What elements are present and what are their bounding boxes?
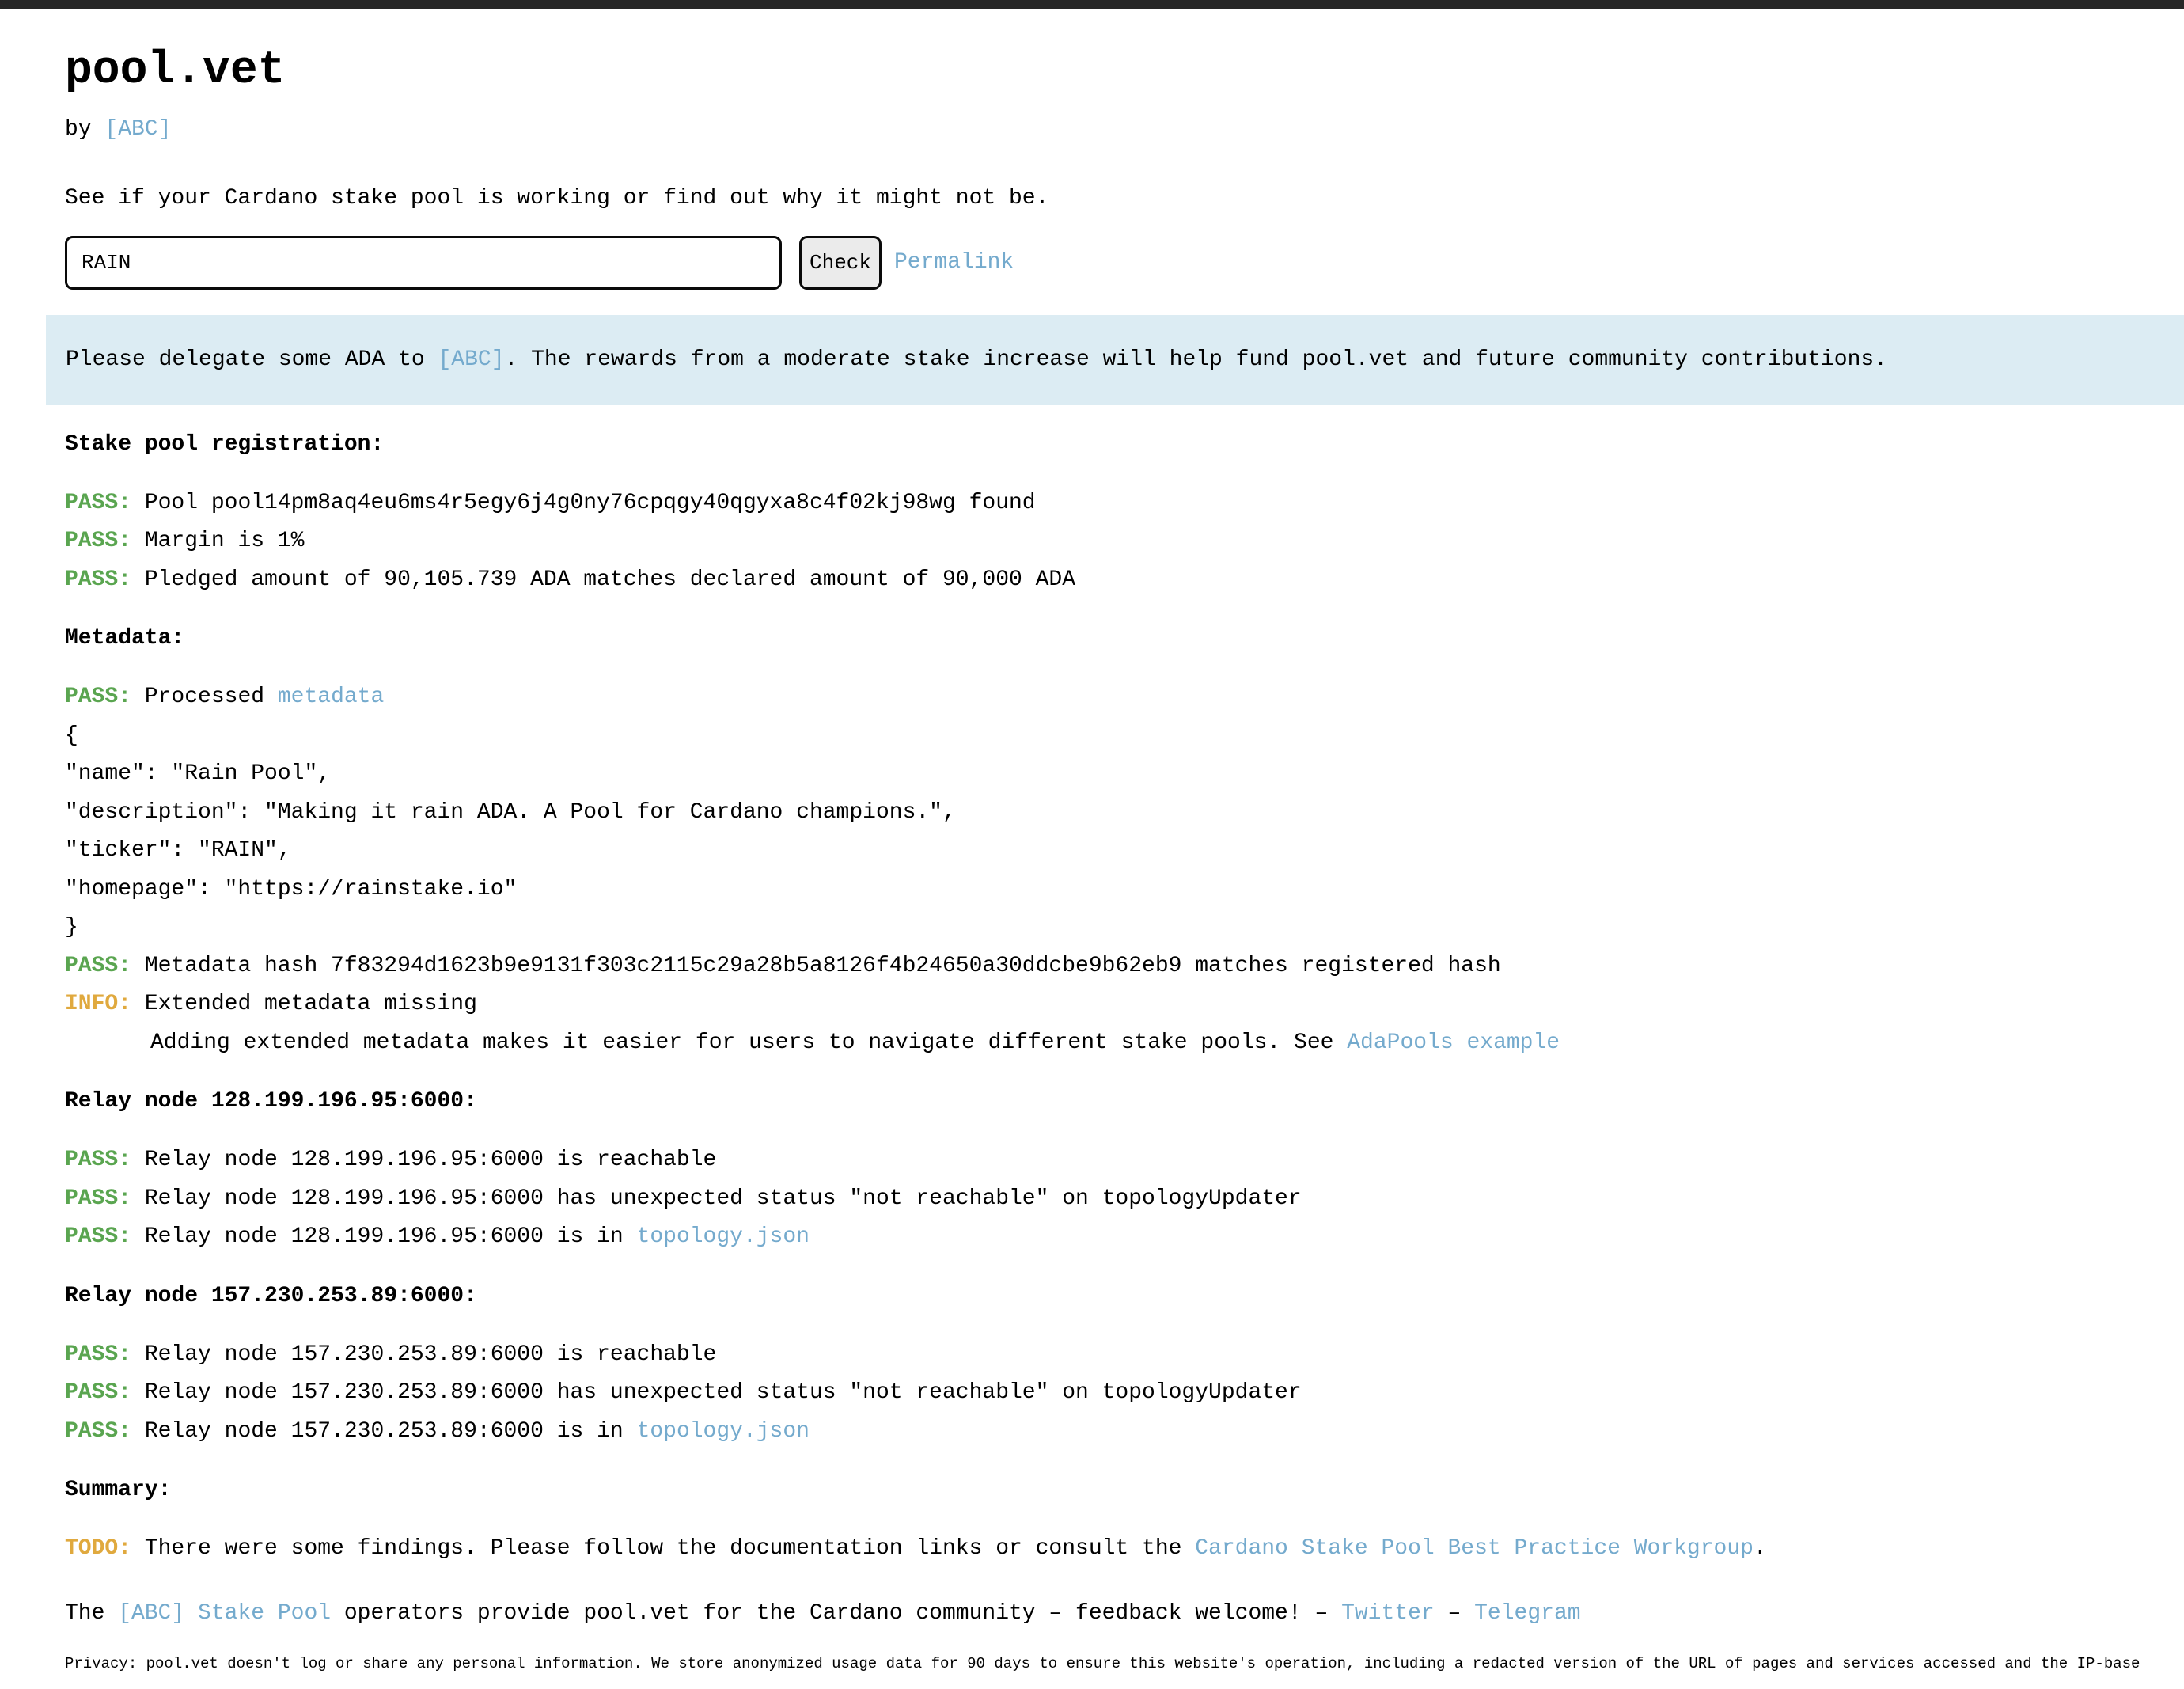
status-badge: PASS: [65,1186,132,1211]
check-button[interactable]: Check [799,236,882,290]
workgroup-link[interactable]: Cardano Stake Pool Best Practice Workgroup [1195,1536,1754,1562]
section-lines [65,1336,2184,1452]
result-text: Relay node 157.230.253.89:6000 has unexpected status "not reachable" on topologyUpdater [131,1380,1302,1406]
status-badge: PASS: [65,567,132,592]
feedback-mid: operators provide pool.vet for the Cardano community – feedback welcome! – [331,1600,1342,1626]
topology-json-link[interactable]: topology.json [636,1418,810,1444]
feedback-line [65,1595,2184,1633]
result-text: Margin is 1% [131,529,305,554]
section-lines [65,678,2184,1062]
status-badge: INFO: [65,992,132,1017]
section-heading: Summary: [65,1478,172,1503]
status-badge: PASS: [65,529,132,554]
donation-banner [46,315,2184,405]
abc-stake-pool-link[interactable]: [ABC] Stake Pool [118,1600,332,1626]
metadata-link[interactable]: metadata [277,685,385,710]
check-result-line [65,1180,2184,1219]
metadata-json-line: "description": "Making it rain ADA. A Pool for Cardano champions.", [65,799,956,825]
privacy-notice: Privacy: pool.vet doesn't log or share any personal information. We store anonymized usage data for 90 days to ensure this website's operation, including a redacted version of the URL of pages and services accessed and the IP-base [65,1654,2140,1672]
adapools-example-link[interactable]: AdaPools example [1347,1030,1560,1055]
status-badge: PASS: [65,1418,132,1444]
section-relay-node-1 [65,1083,2184,1257]
metadata-json-line: "name": "Rain Pool", [65,761,332,787]
result-text: Processed [131,685,278,710]
result-text: There were some findings. Please follow the documentation links or consult the [131,1536,1196,1562]
metadata-json-line: "ticker": "RAIN", [65,838,291,863]
page-title: pool.vet [65,45,286,97]
check-result-line [65,1374,2184,1413]
status-badge: PASS: [65,1342,132,1367]
top-bar [0,0,2184,9]
result-text: Relay node 128.199.196.95:6000 is reachable [131,1148,717,1173]
section-stake-pool-registration [65,426,2184,600]
section-lines [65,484,2184,600]
result-text: Relay node 128.199.196.95:6000 is in [131,1224,637,1250]
telegram-link[interactable]: Telegram [1474,1600,1581,1626]
banner-text-pre: Please delegate some ADA to [66,347,438,372]
section-relay-node-2 [65,1277,2184,1452]
check-result-line [65,1336,2184,1375]
section-heading: Stake pool registration: [65,431,385,457]
pool-check-form [65,236,2184,290]
pool-search-input[interactable] [65,236,782,290]
twitter-link[interactable]: Twitter [1341,1600,1435,1626]
result-text: Relay node 128.199.196.95:6000 has unexpected status "not reachable" on topologyUpdater [131,1186,1302,1211]
byline-prefix: by [65,116,92,142]
result-text: Metadata hash 7f83294d1623b9e9131f303c2115c29a28b5a8126f4b24650a30ddcbe9b62eb9 matches registered hash [131,953,1501,978]
section-metadata [65,620,2184,1062]
permalink-link[interactable]: Permalink [894,250,1014,275]
result-text: Relay node 157.230.253.89:6000 is reachable [131,1342,717,1367]
result-text: Relay node 157.230.253.89:6000 is in [131,1418,637,1444]
section-heading: Relay node 157.230.253.89:6000: [65,1283,477,1308]
banner-abc-link[interactable]: [ABC] [438,347,505,372]
section-lines [65,1141,2184,1257]
result-detail-line [65,1024,2184,1063]
page-container [0,46,2184,1673]
result-text-tail: . [1753,1536,1767,1562]
feedback-sep: – [1434,1600,1475,1626]
check-result-line [65,484,2184,523]
result-text: Pool pool14pm8aq4eu6ms4r5egy6j4g0ny76cpqgy40qgyxa8c4f02kj98wg found [131,490,1036,515]
byline [65,117,2184,142]
status-badge: PASS: [65,490,132,515]
check-result-line [65,947,2184,986]
check-result-line [65,561,2184,600]
tagline: See if your Cardano stake pool is working or find out why it might not be. [65,185,1049,211]
check-result-line [65,1413,2184,1452]
section-heading: Relay node 128.199.196.95:6000: [65,1089,477,1114]
check-result-line [65,1218,2184,1257]
status-badge: PASS: [65,1148,132,1173]
status-badge: PASS: [65,685,132,710]
check-result-line [65,522,2184,561]
status-badge: PASS: [65,1224,132,1250]
check-result-line [65,678,2184,717]
check-result-line [65,985,2184,1024]
status-badge: PASS: [65,953,132,978]
result-text: Pledged amount of 90,105.739 ADA matches declared amount of 90,000 ADA [131,567,1076,592]
metadata-json-line: "homepage": "https://rainstake.io" [65,876,518,901]
section-lines [65,1530,2184,1569]
feedback-pre: The [65,1600,119,1626]
abc-link[interactable]: [ABC] [104,116,172,142]
section-summary [65,1471,2184,1569]
result-text: Adding extended metadata makes it easier for users to navigate different stake pools. See [150,1030,1348,1055]
topology-json-link[interactable]: topology.json [636,1224,810,1250]
banner-text-post: . The rewards from a moderate stake increase will help fund pool.vet and future community contributions. [504,347,1887,372]
check-result-line [65,1530,2184,1569]
metadata-json-line: } [65,915,78,940]
status-badge: TODO: [65,1536,132,1562]
check-result-line [65,1141,2184,1180]
metadata-json-line: { [65,723,78,748]
section-heading: Metadata: [65,626,185,651]
status-badge: PASS: [65,1380,132,1406]
result-text: Extended metadata missing [131,992,477,1017]
